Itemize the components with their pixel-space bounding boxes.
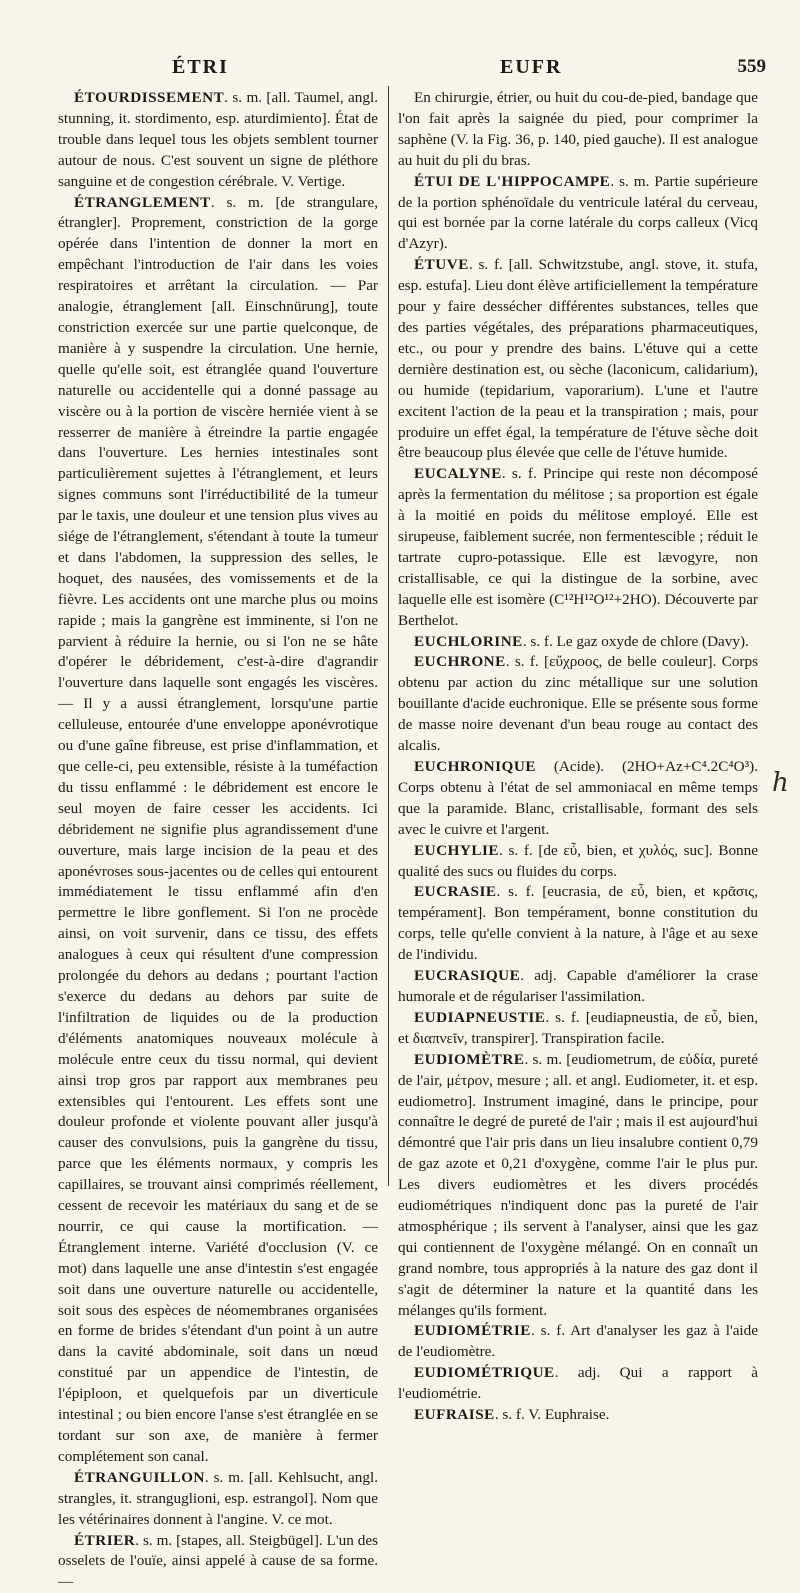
entry-text: . s. m. [all. Kehlsucht, angl. strangles, it. stranguglioni, esp. estrangol]. Nom que les vétérinaires donnent à l'angine. V. ce mot. [58,1468,378,1528]
entry-text: . s. m. [de strangulare, étrangler]. Proprement, constriction de la gorge opérée dans l'intention de donner la mort en empêchant l'introduction de l'air dans les voies respiratoires et arrêtant la circulation. — Par analogie, étranglement [all. Einschnürung], toute constriction exercée sur une partie quelconque, de manière à y suspendre la circulation. Une hernie, quelle qu'elle soit, est étranglée quand l'ouverture naturelle ou accidentelle qui a donné passage au viscère ou à la portion de viscère herniée vient à se resserrer de manière à étreindre la partie engagée dans l'ouverture. Les hernies intestinales sont particulièrement sujettes à l'étranglement, et leurs signes communs sont l'irréductibilité de la tumeur par le taxis, une douleur et une tension plus vives au siége de l'étranglement, s'étendant à toute la tumeur et dans l'abdomen, la suppression des selles, le hoquet, des nausées, des vomissements et de la fièvre. Les accidents ont une marche plus ou moins rapide ; mais la gangrène est imminente, si l'on ne parvient à réduire la hernie, ou si l'on ne se hâte d'opérer le débridement, c'est-à-dire d'agrandir l'ouverture dans laquelle sont engagés les viscères. — Il y a aussi étranglement, lorsqu'une partie celluleuse, entourée d'une enveloppe aponévrotique ou d'une gaîne fibreuse, est prise d'inflammation, et que celle-ci, peu extensible, résiste à la tuméfaction du tissu enflammé : le débridement est encore le seul moyen de faire cesser les accidents. Ici débridement ne signifie plus agrandissement d'une ouverture, mais large incision de la peau et des aponévroses sous-jacentes ou de celles qui entourent immédiatement le tissu enflammé afin d'en permettre le libre gonflement. Si l'on ne procède ainsi, on voit survenir, dans ce tissu, des effets analogues à ceux qui résultent d'une compression prolongée du dehors au dedans ; pourtant l'action s'exerce du dedans au dehors par suite de l'infiltration de liquides ou de la production d'éléments anatomiques nouveaux molécule à molécule entre ceux du tissu normal, qui devient ainsi trop gros par rapport aux membranes peu extensibles qui l'entourent. Les effets sont une douleur profonde et violente pouvant aller jusqu'à causer des convulsions, puis la gangrène du tissu, parce que les éléments normaux, y compris les capillaires, se trouvant ainsi comprimés réellement, cessent de recevoir les matériaux du sang et de se nourrir, ce qui cause la mortification. — Étranglement interne. Variété d'occlusion (V. ce mot) dans laquelle une anse d'intestin s'est engagée soit dans une ouverture naturelle ou accidentelle, soit sous des espèces de néomembranes organisées en forme de brides s'étendant d'un point à un autre dans la cavité abdominale, soit dans un nœud constitué par un appendice de l'intestin, de l'épiploon, et quelquefois par un diverticule intestinal ; ou bien encore l'anse s'est étranglée en se tordant sur son axe, de manière à fermer complétement son canal. [58,193,378,1465]
entry-headword: EUCRASIQUE [414,967,521,985]
entry-headword: ÉTUVE [414,256,469,274]
entry-continuation [398,88,758,172]
entry [398,632,758,653]
entry-text: (Acide). (2HO+Az+C⁴.2C⁴O³). Corps obtenu à l'état de sel ammoniacal en même temps que la paramide. Blanc, cristallisable, formant des sels avec le cuivre et l'argent. [398,758,758,838]
entry-headword: EUFRAISE [414,1406,495,1424]
entry [398,966,758,1008]
entry-headword: EUCRASIE [414,883,497,901]
entry-headword: EUDIAPNEUSTIE [414,1008,546,1026]
entry [398,1050,758,1322]
entry [398,757,758,841]
entry [398,1008,758,1050]
entry [398,841,758,883]
entry-headword: EUDIOMÈTRE [414,1050,525,1068]
entry-headword: EUCHRONIQUE [414,758,536,775]
entry-text: . s. m. Partie supérieure de la portion sphénoïdale du ventricule latéral du cerveau, qui est bornée par la corne latérale du corps calleux (Vicq d'Azyr). [398,172,758,253]
entry-headword: ÉTRANGLEMENT [74,193,211,211]
entry-headword: ÉTRANGUILLON [74,1468,205,1486]
page-number: 559 [737,56,766,77]
left-column [58,88,378,1593]
entry [398,255,758,464]
entry-headword: EUCHRONE [414,653,506,671]
entry-headword: ÉTRIER [74,1531,136,1549]
entry-text: . s. f. [eucrasia, de εὖ, bien, et κρᾶσις, tempérament]. Bon tempérament, bonne constitution du corps, telle qu'elle convient à la nature, à l'âge et au sexe de l'individu. [398,883,758,964]
entry [58,88,378,193]
handwritten-margin-note: h [772,768,789,798]
entry-headword: EUCHLORINE [414,632,523,650]
entry-text: . adj. Capable d'améliorer la crase humorale et de régulariser l'assimilation. [398,967,758,1005]
entry-headword: ÉTOURDISSEMENT [74,89,225,106]
entry [398,652,758,757]
entry [398,1363,758,1405]
entry-text: . s. f. [eudiapneustia, de εὖ, bien, et διαπνεῖν, transpirer]. Transpiration facile. [398,1008,758,1047]
entry [58,1468,378,1531]
entry [398,882,758,966]
entry-text: . s. f. V. Euphraise. [494,1406,610,1424]
header-right-guideword: EUFR [500,56,563,78]
entry [398,1321,758,1363]
entry-headword: EUDIOMÉTRIQUE [414,1364,555,1382]
entry-text: . s. m. [stapes, all. Steigbügel]. L'un des osselets de l'ouïe, ainsi appelé à cause de sa forme. — [58,1531,378,1591]
entry-text: . s. f. Le gaz oxyde de chlore (Davy). [522,632,749,650]
entry-text: . s. f. Principe qui reste non décomposé après la fermentation du mélitose ; sa proportion est égale à la moitié en poids du mélitose employé. Elle est sirupeuse, faiblement sucrée, non fermentescible ; réduit le tartrate cupro-potassique. Elle est lævogyre, non cristallisable, ce qui la distingue de la sorbine, avec laquelle elle est isomère (C¹²H¹²O¹²+2HO). Découverte par Berthelot. [398,465,758,629]
entry-text: . s. m. [all. Taumel, angl. stunning, it. stordimento, esp. aturdimiento]. État de trouble dans lequel tous les objets semblent tourner autour de nous. C'est souvent un signe de pléthore sanguine et de congestion cérébrale. V. Vertige. [58,89,378,190]
entry [398,1405,758,1426]
entry-headword: EUCALYNE [414,465,502,483]
entry [58,1531,378,1593]
entry-text: . s. f. Art d'analyser les gaz à l'aide de l'eudiomètre. [398,1322,758,1361]
header-left-guideword: ÉTRI [172,56,229,78]
entry-text: . s. m. [eudiometrum, de εὐδία, pureté de l'air, μέτρον, mesure ; all. et angl. Eudiometer, it. et esp. eudiometro]. Instrument imaginé, dans le principe, pour connaître le degré de pureté de l'air ; mais il est aujourd'hui démontré que l'air pris dans un lieu insalubre contient 0,79 de gaz azote et 0,21 d'oxygène, comme l'air le plus pur. Les divers eudiomètres et les divers procédés eudiométriques n'indiquent donc pas la pureté de l'air atmosphérique ; ils servent à l'analyser, ainsi que les gaz qui contiennent de l'oxygène mélangé. On en connaît un grand nombre, tous appropriés à la nature des gaz dont il s'agit de déterminer la nature et la quantité dans les mélanges qu'ils forment. [398,1050,758,1319]
right-column [398,88,758,1426]
entry-text: . s. f. [all. Schwitzstube, angl. stove, it. stufa, esp. estufa]. Lieu dont élève artificiellement la température pour y faire dessécher différentes substances, telles que des parties végétales, des préparations pharmaceutiques, etc., ou pour y prendre des bains. L'étuve qui a cette dernière destination est, ou sèche (laconicum, calidarium), ou humide (tepidarium, vaporarium). L'une et l'autre excitent l'action de la peau et la transpiration ; mais, pour produire un effet égal, la température de l'étuve sèche doit être beaucoup plus élevée que celle de l'étuve humide. [398,256,758,462]
entry-headword: EUCHYLIE [414,841,500,859]
entry-text: En chirurgie, étrier, ou huit du cou-de-pied, bandage que l'on fait après la saignée du pied, pour comprimer la saphène (V. la Fig. 36, p. 140, pied gauche). Il est analogue au huit du pli du bras. [398,89,758,169]
entry-text: . s. f. [de εὖ, bien, et χυλός, suc]. Bonne qualité des sucs ou fluides du corps. [398,841,758,880]
entry [398,464,758,631]
entry-text: . adj. Qui a rapport à l'eudiométrie. [398,1364,758,1403]
entry-headword: EUDIOMÉTRIE [414,1322,531,1340]
entry [58,193,378,1468]
entry [398,172,758,256]
entry-text: . s. f. [εὔχροος, de belle couleur]. Corps obtenu par action du zinc métallique sur une solution bouillante d'acide euchronique. Elle se présente sous forme de masse noire devenant d'un beau rouge au contact des alcalis. [398,653,758,755]
column-divider [388,86,389,1186]
entry-headword: ÉTUI DE L'HIPPOCAMPE [414,172,611,190]
running-header [0,56,800,82]
